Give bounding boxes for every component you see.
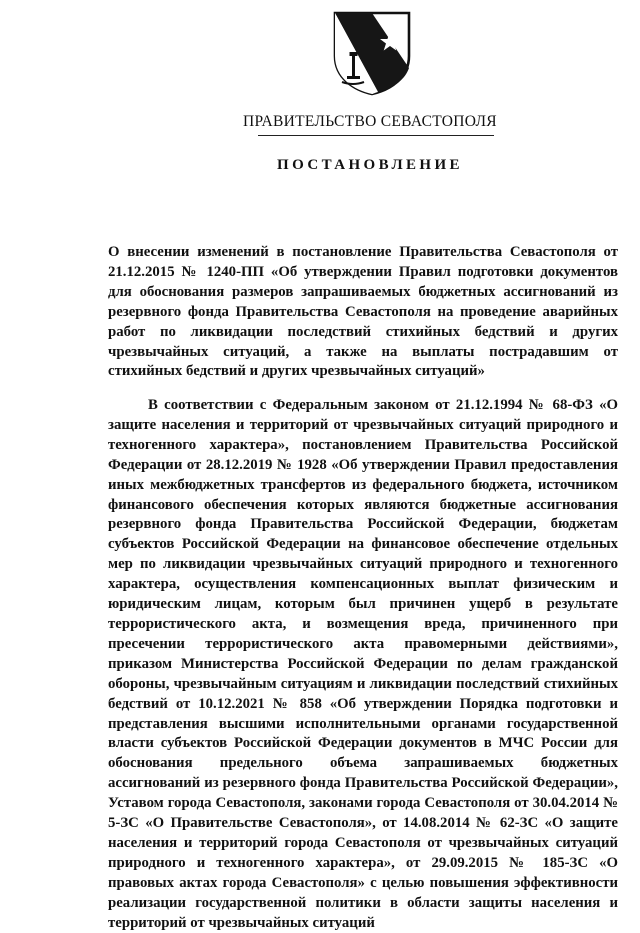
government-name: ПРАВИТЕЛЬСТВО СЕВАСТОПОЛЯ [243,113,497,130]
header-rule [258,135,494,136]
sevastopol-coat-of-arms-icon [332,10,412,96]
document-body: В соответствии с Федеральным законом от 21.12.1994 № 68-ФЗ «О защите населения и территорий от чрезвычайных ситуаций природного и техногенного характера», постановлением Правительства Российской Федерации от 28.12.2019 № 1928 «Об утверждении Правил предоставления иных межбюджетных трансфертов из федерального бюджета, источником финансового обеспечения которых являются бюджетные ассигнования резервного фонда Правительства Российской Федерации, бюджетам субъектов Российской Федерации на финансовое обеспечение отдельных мер по ликвидации чрезвычайных ситуаций природного и техногенного характера, осуществления компенсационных выплат физическим и юридическим лицам, которым был причинен ущерб в результате террористического акта, и возмещения вреда, причиненного при пресечении террористического акта правомерными действиями», приказом Министерства Российской Федерации по делам гражданской обороны, чрезвычайным ситуациям и ликвидации последствий стихийных бедствий от 10.12.2021 № 858 «Об утверждении Порядка подготовки и представления высшими исполнительными органами государственной власти субъектов Российской Федерации документов в МЧС России для обоснования предельного объема запрашиваемых бюджетных ассигнований из резервного фонда Правительства Российской Федерации», Уставом города Севастополя, законами города Севастополя от 30.04.2014 № 5-ЗС «О Правительстве Севастополя», от 14.08.2014 № 62-ЗС «О защите населения и территорий города Севастополя от чрезвычайных ситуаций природного и техногенного характера», от 29.09.2015 № 185-ЗС «О правовых актах города Севастополя» с целью повышения эффективности реализации государственной политики в области защиты населения и территорий от чрезвычайных ситуаций [108,397,618,931]
document-type: ПОСТАНОВЛЕНИЕ [277,157,463,173]
document-title: О внесении изменений в постановление Правительства Севастополя от 21.12.2015 № 1240-ПП «Об утверждении Правил подготовки документов для обоснования размеров запрашиваемых бюджетных ассигнований из резервного фонда Правительства Севастополя на проведение аварийных работ по ликвидации последствий стихийных бедствий и других чрезвычайных ситуаций, а также на выплаты пострадавшим от стихийных бедствий и других чрезвычайных ситуаций» [108,244,618,380]
